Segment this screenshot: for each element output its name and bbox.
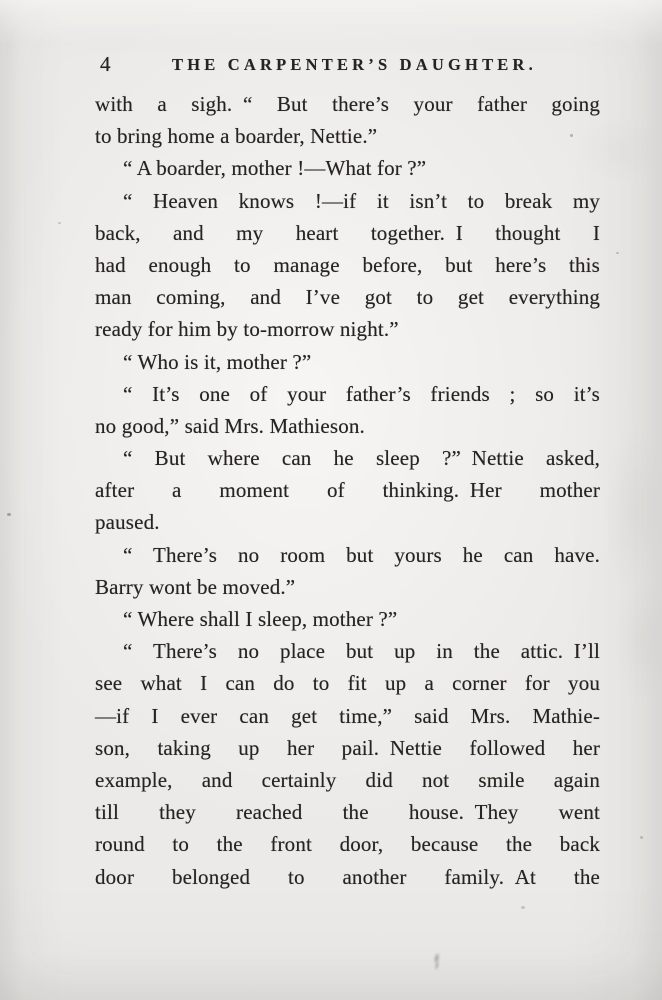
text-line: to bring home a boarder, Nettie.” [95,124,378,149]
text-line: had enough to manage before, but here’s this [95,252,600,277]
text-line: “ A boarder, mother !—What for ?” [123,156,427,181]
text-line: round to the front door, because the back [95,832,600,857]
text-line: ready for him by to-morrow night.” [95,317,399,342]
text-line: paused. [95,510,160,535]
page-number: 4 [100,52,112,76]
text-line: “ Heaven knows !—if it isn’t to break my [123,188,600,213]
text-line: no good,” said Mrs. Mathieson. [95,413,365,438]
text-line: “ It’s one of your father’s friends ; so it’s [123,381,600,406]
text-line: son, taking up her pail. Nettie followed her [95,735,600,760]
text-line: example, and certainly did not smile again [95,767,600,792]
text-line: “ There’s no room but yours he can have. [123,542,600,567]
text-line: with a sigh. “ But there’s your father going [95,92,600,116]
text-line: door belonged to another family. At the [95,864,600,889]
text-line: “ Who is it, mother ?” [123,349,312,374]
running-head [95,50,600,80]
text-line: see what I can do to fit up a corner for you [95,671,600,696]
text-line: —if I ever can get time,” said Mrs. Mathie- [95,703,600,728]
text-line: Barry wont be moved.” [95,574,296,599]
paper-speck [521,906,525,909]
text-line: “ But where can he sleep ?” Nettie asked, [123,446,600,471]
text-line: back, and my heart together. I thought I [95,220,600,245]
text-line: “ Where shall I sleep, mother ?” [123,607,398,631]
text-line: till they reached the house. They went [95,800,600,825]
text-line: “ There’s no place but up in the attic. I’ll [123,639,600,664]
paper-speck [616,252,619,254]
paper-speck [7,513,11,516]
body-text-block [95,88,600,893]
paper-speck [640,836,643,839]
running-title: THE CARPENTER’S DAUGHTER. [172,55,537,74]
paper-speck [58,222,61,224]
text-line: man coming, and I’ve got to get everything [95,285,600,310]
text-line: after a moment of thinking. Her mother [95,478,600,503]
ink-smudge [425,946,447,975]
